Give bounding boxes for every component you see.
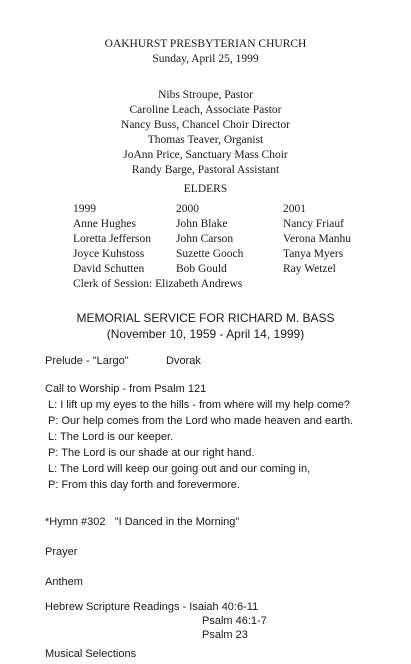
staff-item: Thomas Teaver, Organist	[147, 134, 264, 146]
elders-year: 2000	[176, 203, 199, 215]
elder-name: Ray Wetzel	[283, 263, 336, 275]
elder-name: Suzette Gooch	[176, 248, 244, 260]
prelude-label: Prelude - "Largo"	[45, 355, 129, 367]
elder-name: Joyce Kuhstoss	[73, 248, 145, 260]
elder-name: David Schutten	[73, 263, 145, 275]
staff-item: JoAnn Price, Sanctuary Mass Choir	[123, 149, 288, 161]
memorial-title: MEMORIAL SERVICE FOR RICHARD M. BASS	[76, 311, 335, 325]
elders-year: 2001	[283, 203, 306, 215]
elder-name: Anne Hughes	[73, 218, 136, 230]
musical-selections: Musical Selections	[45, 648, 137, 660]
scripture-reading: Psalm 23	[202, 629, 248, 641]
elder-name: Tanya Myers	[283, 248, 344, 260]
hymn: *Hymn #302 "I Danced in the Morning"	[45, 516, 240, 528]
service-date: Sunday, April 25, 1999	[152, 53, 259, 65]
anthem: Anthem	[45, 576, 83, 588]
litany-line: L: I lift up my eyes to the hills - from where will my help come?	[48, 399, 350, 411]
staff-item: Nancy Buss, Chancel Choir Director	[121, 119, 290, 131]
church-name: OAKHURST PRESBYTERIAN CHURCH	[104, 38, 307, 50]
elders-heading: ELDERS	[183, 183, 228, 195]
elder-name: John Carson	[176, 233, 234, 245]
scripture-readings: Hebrew Scripture Readings - Isaiah 40:6-11	[45, 601, 259, 613]
elder-name: Verona Manhu	[283, 233, 352, 245]
staff-item: Randy Barge, Pastoral Assistant	[131, 164, 280, 176]
litany-line: L: The Lord is our keeper.	[48, 431, 174, 443]
elder-name: Bob Gould	[176, 263, 227, 275]
prayer: Prayer	[45, 546, 78, 558]
elder-name: Loretta Jefferson	[73, 233, 152, 245]
elders-year: 1999	[73, 203, 96, 215]
memorial-dates: (November 10, 1959 - April 14, 1999)	[106, 327, 305, 341]
litany-line: P: Our help comes from the Lord who made heaven and earth.	[48, 415, 354, 427]
prelude-composer: Dvorak	[166, 355, 201, 367]
staff-item: Caroline Leach, Associate Pastor	[129, 104, 282, 116]
clerk-of-session: Clerk of Session: Elizabeth Andrews	[73, 278, 243, 290]
litany-line: P: The Lord is our shade at our right hand.	[48, 447, 255, 459]
call-to-worship: Call to Worship - from Psalm 121	[45, 383, 207, 395]
staff-item: Nibs Stroupe, Pastor	[158, 89, 253, 101]
litany-line: P: From this day forth and forevermore.	[48, 479, 240, 491]
elder-name: John Blake	[176, 218, 228, 230]
litany-line: L: The Lord will keep our going out and our coming in,	[48, 463, 311, 475]
elder-name: Nancy Friauf	[283, 218, 344, 230]
scripture-reading: Psalm 46:1-7	[202, 615, 267, 627]
